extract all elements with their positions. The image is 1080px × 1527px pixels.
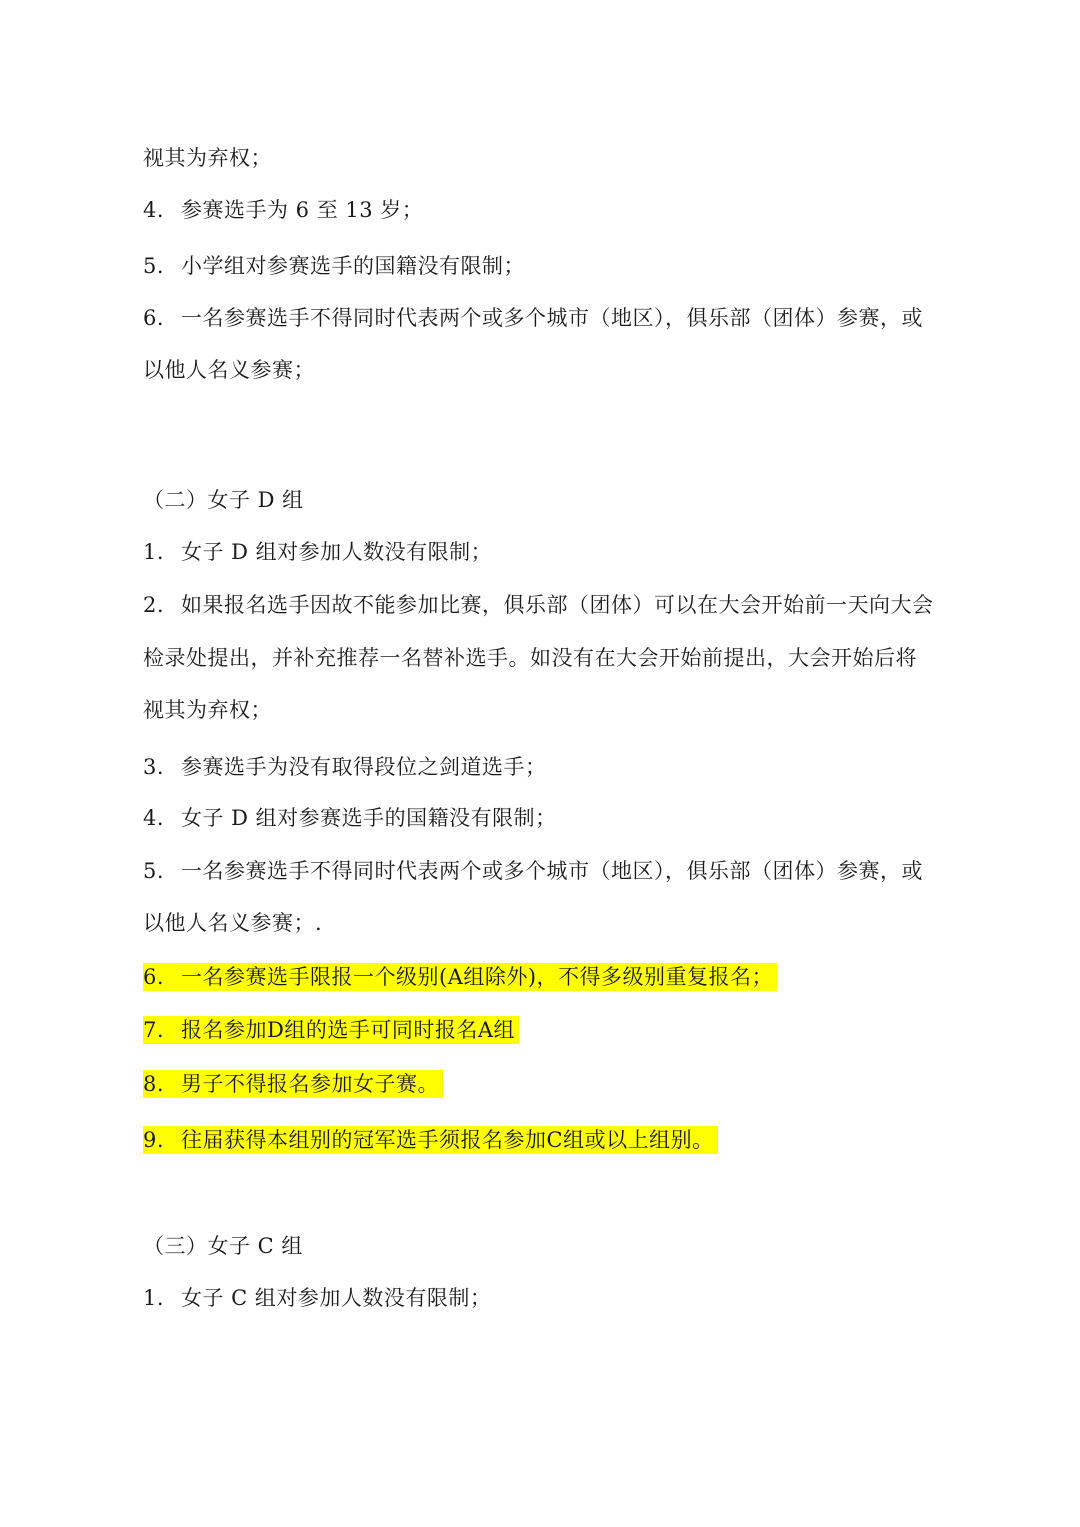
item-number: 5. bbox=[143, 859, 165, 883]
item-number: 4. bbox=[143, 198, 165, 222]
item-number: 9. bbox=[143, 1128, 165, 1152]
item-number: 1. bbox=[143, 540, 165, 564]
item-text: 女子 D 组对参赛选手的国籍没有限制； bbox=[181, 806, 557, 830]
list-item bbox=[143, 195, 423, 225]
item-text: 参赛选手为 6 至 13 岁； bbox=[181, 198, 424, 222]
list-item bbox=[143, 590, 934, 620]
heading-text: （三）女子 C 组 bbox=[143, 1234, 303, 1258]
item-number: 5. bbox=[143, 254, 165, 278]
list-item-highlighted bbox=[143, 1015, 519, 1045]
item-number: 7. bbox=[143, 1018, 165, 1042]
item-text: 男子不得报名参加女子赛。 bbox=[181, 1072, 439, 1096]
item-text: 如果报名选手因故不能参加比赛，俱乐部（团体）可以在大会开始前一天向大会 bbox=[181, 593, 934, 617]
item-text: 一名参赛选手不得同时代表两个或多个城市（地区），俱乐部（团体）参赛，或 bbox=[181, 306, 923, 330]
item-text: 一名参赛选手限报一个级别(A组除外)，不得多级别重复报名； bbox=[181, 965, 774, 989]
text: 以他人名义参赛； bbox=[143, 358, 315, 382]
text: 以他人名义参赛；. bbox=[143, 911, 323, 935]
highlight-mark bbox=[143, 1126, 718, 1154]
list-item-highlighted bbox=[143, 962, 777, 992]
text: 视其为弃权； bbox=[143, 146, 272, 170]
item-text: 一名参赛选手不得同时代表两个或多个城市（地区），俱乐部（团体）参赛，或 bbox=[181, 859, 923, 883]
item-text: 女子 D 组对参加人数没有限制； bbox=[181, 540, 493, 564]
item-text: 报名参加D组的选手可同时报名A组 bbox=[181, 1018, 516, 1042]
item-number: 6. bbox=[143, 306, 165, 330]
text: 视其为弃权； bbox=[143, 698, 272, 722]
list-item bbox=[143, 803, 557, 833]
paragraph-continuation bbox=[143, 643, 917, 673]
list-item-highlighted bbox=[143, 1125, 718, 1155]
list-item bbox=[143, 303, 923, 333]
section-heading bbox=[143, 485, 304, 515]
heading-text: （二）女子 D 组 bbox=[143, 488, 304, 512]
item-number: 6. bbox=[143, 965, 165, 989]
paragraph-continuation bbox=[143, 695, 272, 725]
item-text: 女子 C 组对参加人数没有限制； bbox=[181, 1286, 492, 1310]
item-text: 往届获得本组别的冠军选手须报名参加C组或以上组别。 bbox=[181, 1128, 714, 1152]
item-number: 8. bbox=[143, 1072, 165, 1096]
text: 检录处提出，并补充推荐一名替补选手。如没有在大会开始前提出，大会开始后将 bbox=[143, 646, 917, 670]
list-item bbox=[143, 1283, 491, 1313]
item-text: 小学组对参赛选手的国籍没有限制； bbox=[181, 254, 525, 278]
item-number: 4. bbox=[143, 806, 165, 830]
paragraph-continuation bbox=[143, 908, 322, 938]
highlight-mark bbox=[143, 963, 777, 991]
list-item bbox=[143, 752, 547, 782]
item-number: 2. bbox=[143, 593, 165, 617]
item-text: 参赛选手为没有取得段位之剑道选手； bbox=[181, 755, 547, 779]
item-number: 3. bbox=[143, 755, 165, 779]
list-item-highlighted bbox=[143, 1069, 443, 1099]
list-item bbox=[143, 251, 525, 281]
section-heading bbox=[143, 1231, 303, 1261]
highlight-mark bbox=[143, 1070, 443, 1098]
list-item bbox=[143, 537, 492, 567]
paragraph-continuation bbox=[143, 143, 272, 173]
list-item bbox=[143, 856, 923, 886]
item-number: 1. bbox=[143, 1286, 165, 1310]
paragraph-continuation bbox=[143, 355, 315, 385]
highlight-mark bbox=[143, 1016, 519, 1044]
